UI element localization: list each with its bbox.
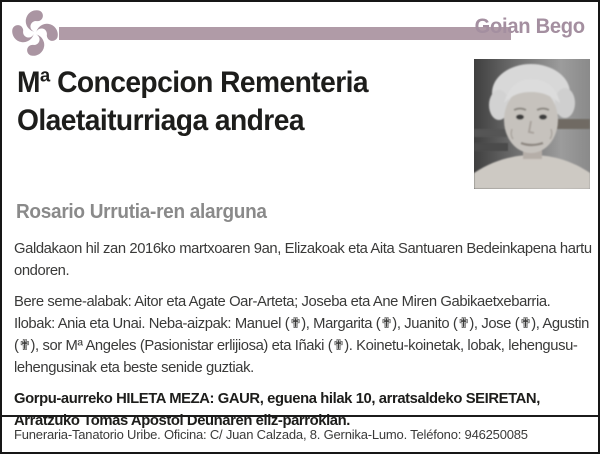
portrait-photo-image <box>474 59 590 189</box>
deceased-name: Mª Concepcion Rementeria Olaetaiturriaga andrea <box>17 66 369 137</box>
header-divider-bar <box>59 27 511 40</box>
motto-text: Goian Bego <box>474 15 585 38</box>
family-paragraph: Bere seme-alabak: Aitor eta Agate Oar-Arteta; Joseba eta Ane Miren Gabikaetxebarria. Ilobak: Ania eta Unai. Neba-aizpak: Manuel (✟), Margarita (✟), Juanito (✟), Jose (✟), Agustin (✟), sor Mª Angeles (Pasionistar erlijiosa) eta Iñaki (✟). Koinetu-koinetak, lobak, lehengusu-lehengusinak eta beste senide guztiak. <box>14 294 589 376</box>
obituary-body <box>14 238 594 441</box>
funeral-home-info: Funeraria-Tanatorio Uribe. Oficina: C/ Juan Calzada, 8. Gernika-Lumo. Teléfono: 946250085 <box>14 427 528 442</box>
portrait-photo <box>474 59 590 189</box>
footer <box>2 415 598 452</box>
funeral-announcement: Gorpu-aurreko HILETA MEZA: GAUR, eguena hilak 10, arratsaldeko SEIRETAN, Arratzuko Tomas Apostol Deunaren eliz-parrokian. <box>14 391 540 429</box>
relation-subtitle: Rosario Urrutia-ren alarguna <box>16 201 267 223</box>
death-notice-paragraph: Galdakaon hil zan 2016ko martxoaren 9an, Elizakoak eta Aita Santuaren Bedeinkapena hartu ondoren. <box>14 241 592 279</box>
lauburu-icon <box>11 9 59 57</box>
